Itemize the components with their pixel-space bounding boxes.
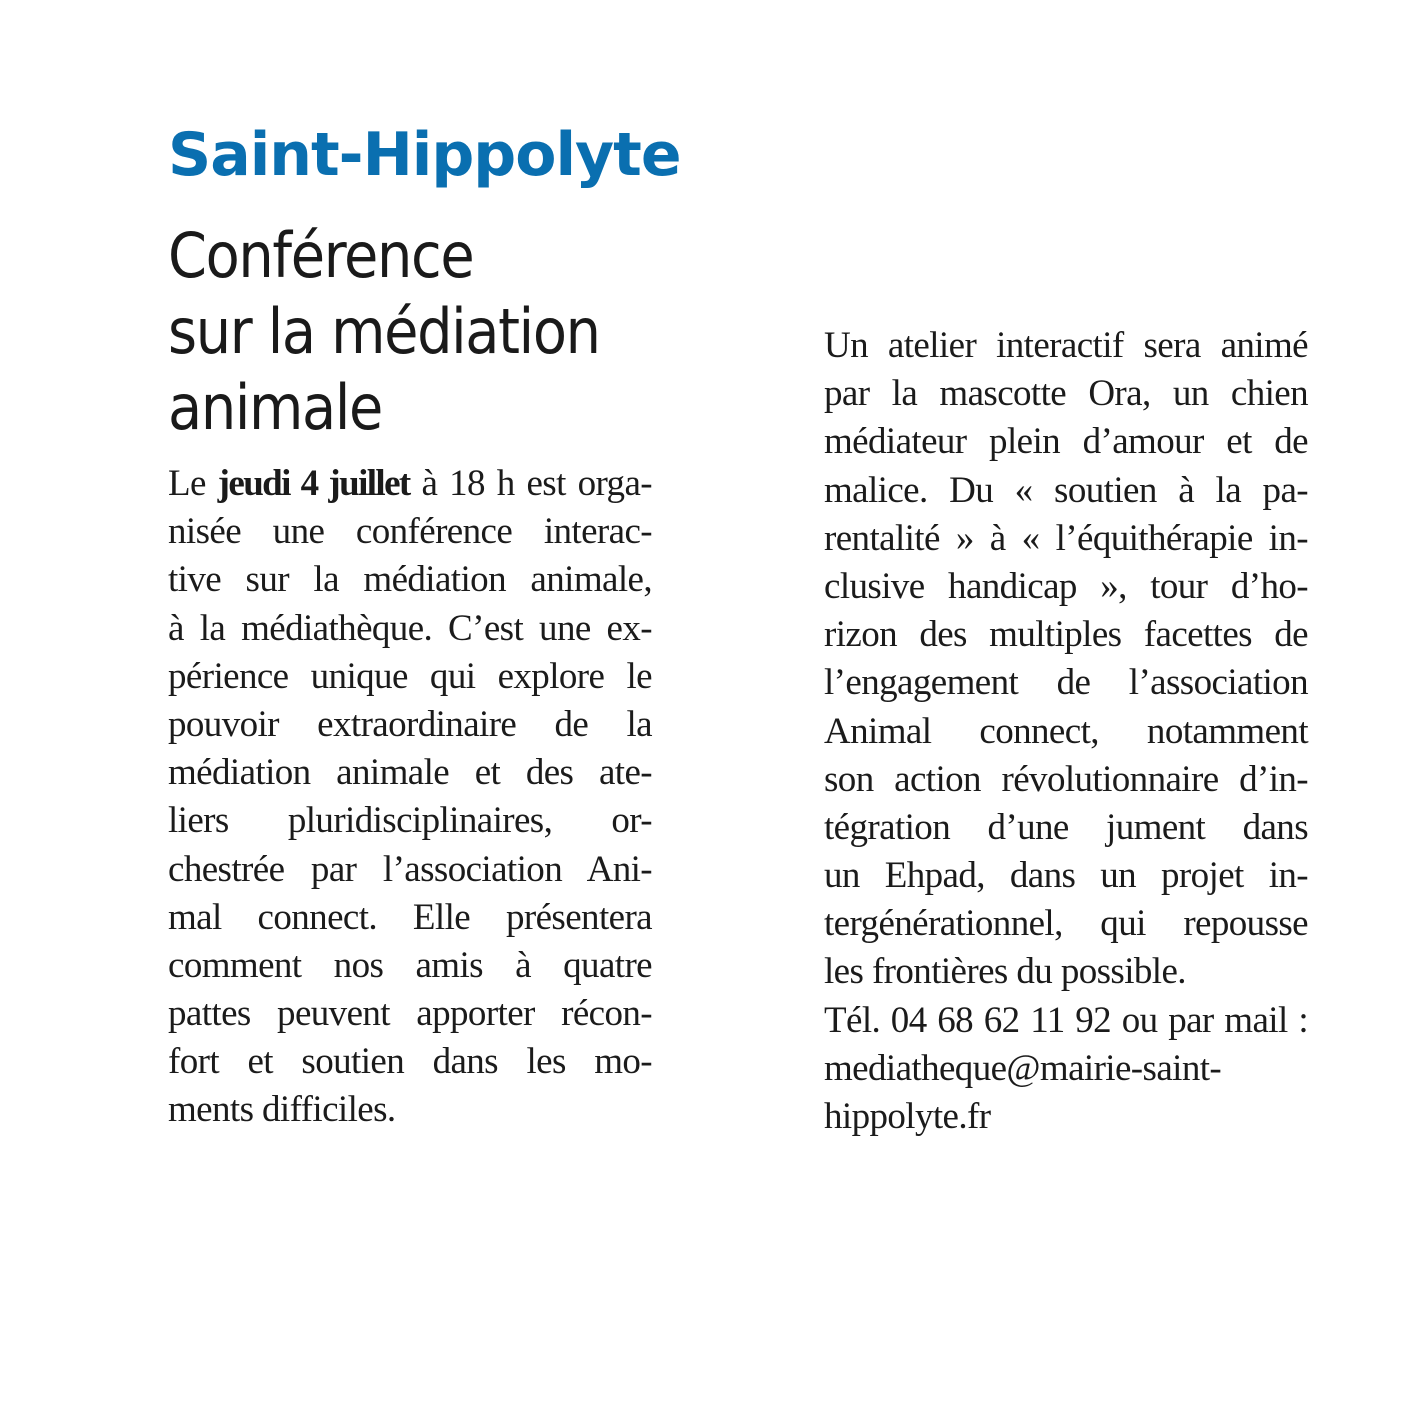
headline-line: sur la médiation [168,295,600,368]
kicker-location: Saint-Hippolyte [168,120,681,190]
contact-email-continued[interactable]: hippolyte.fr [824,1096,991,1137]
contact-email[interactable]: mediatheque@mairie-saint- [824,1047,1222,1089]
body-line: tergénérationnel, qui repousse [824,903,1308,945]
body-line: comment nos amis à quatre [168,944,652,986]
body-line: un Ehpad, dans un projet in- [824,855,1308,897]
lead-line [168,460,652,508]
body-line: pattes peuvent apporter récon- [168,993,652,1035]
body-line: périence unique qui explore le [168,655,652,697]
body-line: par la mascotte Ora, un chien [824,373,1308,415]
body-line: Un atelier interactif sera animé [824,325,1308,366]
body-line: l’engagement de l’association [824,662,1308,704]
body-line: tégration d’une jument dans [824,806,1308,848]
body-line: à la médiathèque. C’est une ex- [168,607,652,649]
headline-line: animale [168,371,383,444]
body-line: les frontières du possible. [824,951,1186,993]
lead-prefix: Le [168,463,218,504]
contact-phone: Tél. 04 68 62 11 92 ou par mail : [824,999,1308,1041]
body-line: clusive handicap », tour d’ho- [824,565,1308,607]
body-line: fort et soutien dans les mo- [168,1041,652,1083]
headline-line: Conférence [168,219,474,292]
body-line: rentalité » à « l’équithérapie in- [824,517,1308,559]
article-body-right-column [824,322,1308,1141]
body-line: médiateur plein d’amour et de [824,421,1308,463]
body-line: son action révolutionnaire d’in- [824,758,1308,800]
body-line: médiation animale et des ate- [168,752,652,794]
body-line: tive sur la médiation animale, [168,559,652,601]
body-line: nisée une conférence interac- [168,511,652,553]
body-line: mal connect. Elle présentera [168,896,652,938]
body-line: rizon des multiples facettes de [824,614,1308,656]
body-line: pouvoir extraordinaire de la [168,703,652,745]
body-line: malice. Du « soutien à la pa- [824,469,1308,511]
lead-suffix: à 18 h est orga- [409,463,652,504]
article-headline [168,218,600,446]
body-line: chestrée par l’association Ani- [168,848,652,890]
body-line: ments difficiles. [168,1089,396,1131]
article-body-left-column [168,460,652,1135]
body-line: Animal connect, notamment [824,710,1308,752]
body-line: liers pluridisciplinaires, or- [168,800,652,842]
event-date: jeudi 4 juillet [217,463,410,504]
